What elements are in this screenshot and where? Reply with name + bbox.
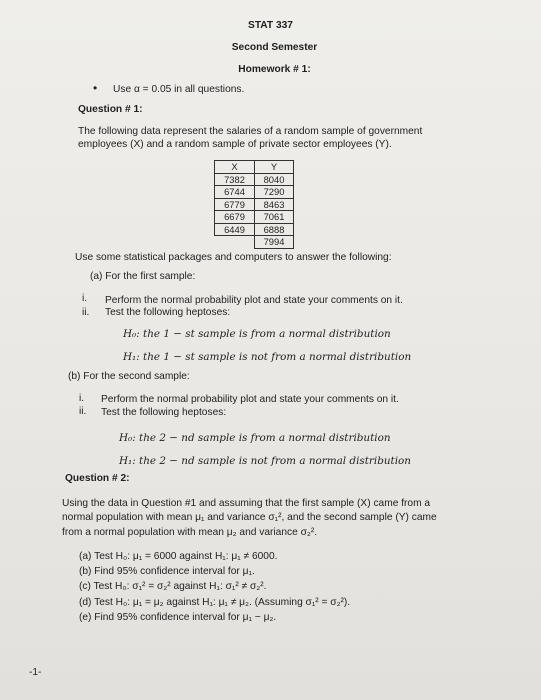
table-row — [215, 173, 294, 186]
part-b-ii-text: Test the following heptoses: — [101, 407, 227, 418]
question-2-part-b: (b) Find 95% confidence interval for μ₁. — [79, 566, 255, 577]
bullet-icon: • — [93, 81, 98, 95]
part-b-i-number: i. — [79, 393, 85, 404]
alpha-note: Use α = 0.05 in all questions. — [113, 84, 245, 95]
part-a-null-hypothesis: H₀: the 1 − st sample is from a normal distribution — [123, 328, 391, 340]
table-row — [215, 198, 294, 211]
part-a-i-text: Perform the normal probability plot and state your comments on it. — [105, 295, 403, 306]
semester-title: Second Semester — [231, 42, 318, 53]
question-1-intro-line2: employees (X) and a random sample of private sector employees (Y). — [78, 139, 392, 150]
column-header-x: X — [215, 161, 255, 174]
table-cell-y: 7290 — [255, 186, 294, 199]
table-cell-x: 6449 — [215, 223, 255, 236]
question-2-part-a: (a) Test H₀: μ₁ = 6000 against H₁: μ₁ ≠ 6000. — [79, 551, 278, 562]
part-b-i-text: Perform the normal probability plot and state your comments on it. — [101, 394, 399, 405]
question-2-part-d: (d) Test H₀: μ₁ = μ₂ against H₁: μ₁ ≠ μ₂. (Assuming σ₁² = σ₂²). — [79, 597, 351, 608]
table-cell-y: 7994 — [255, 236, 294, 249]
part-b-alt-hypothesis: H₁: the 2 − nd sample is not from a normal distribution — [119, 455, 411, 467]
question-2-intro-line3: from a normal population with mean μ₂ and variance σ₂². — [62, 527, 318, 538]
table-cell-x — [215, 236, 255, 249]
question-2-intro-line1: Using the data in Question #1 and assuming that the first sample (X) came from a — [62, 498, 431, 509]
part-a-i-number: i. — [82, 293, 88, 304]
instruction-text: Use some statistical packages and computers to answer the following: — [75, 252, 392, 263]
part-b-null-hypothesis: H₀: the 2 − nd sample is from a normal distribution — [119, 432, 391, 444]
course-title: STAT 337 — [248, 20, 293, 31]
question-1-title: Question # 1: — [78, 104, 143, 115]
question-2-title: Question # 2: — [65, 473, 130, 484]
table-cell-x: 6779 — [215, 198, 255, 211]
table-cell-x: 6679 — [215, 211, 255, 224]
part-a-ii-text: Test the following heptoses: — [105, 307, 231, 318]
homework-title: Homework # 1: — [238, 64, 311, 75]
table-row — [215, 186, 294, 199]
table-cell-x: 6744 — [215, 186, 255, 199]
salary-data-table — [214, 160, 294, 249]
table-cell-y: 8463 — [255, 198, 294, 211]
part-a-ii-number: ii. — [82, 307, 90, 318]
question-2-part-e: (e) Find 95% confidence interval for μ₁ − μ₂. — [79, 612, 277, 623]
part-a-alt-hypothesis: H₁: the 1 − st sample is not from a normal distribution — [123, 351, 412, 363]
table-header-row — [215, 161, 294, 174]
table-cell-y: 6888 — [255, 223, 294, 236]
question-2-part-c: (c) Test H₀: σ₁² = σ₂² against H₁: σ₁² ≠ σ₂². — [79, 581, 267, 592]
table-cell-y: 8040 — [255, 173, 294, 186]
question-2-intro-line2: normal population with mean μ₁ and variance σ₁², and the second sample (Y) came — [62, 512, 437, 523]
table-row — [215, 223, 294, 236]
table-row — [215, 211, 294, 224]
table-row — [215, 236, 294, 249]
page-number: -1- — [29, 667, 42, 678]
part-b-label: (b) For the second sample: — [68, 371, 190, 382]
column-header-y: Y — [255, 161, 294, 174]
question-1-intro-line1: The following data represent the salaries of a random sample of government — [78, 126, 423, 137]
part-a-label: (a) For the first sample: — [90, 271, 196, 282]
table-cell-y: 7061 — [255, 211, 294, 224]
table-cell-x: 7382 — [215, 173, 255, 186]
part-b-ii-number: ii. — [79, 406, 87, 417]
